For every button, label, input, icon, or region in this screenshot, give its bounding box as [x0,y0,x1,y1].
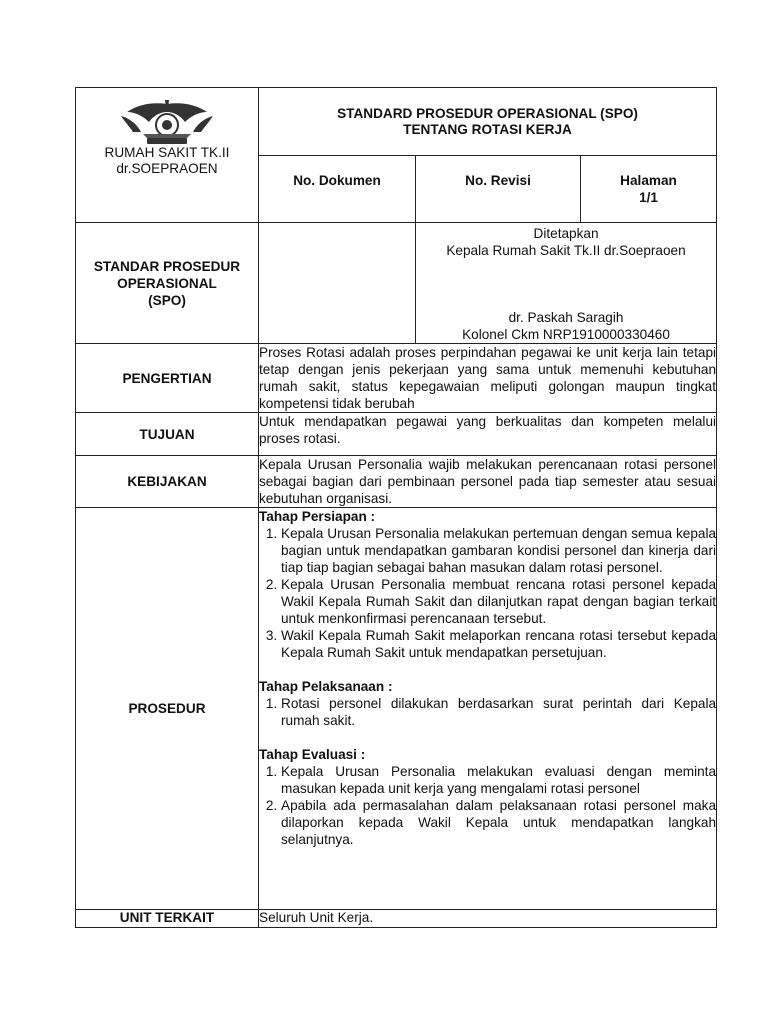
kebijakan-label: KEBIJAKAN [76,456,259,508]
tujuan-label: TUJUAN [76,413,259,456]
hospital-subname: dr.SOEPRAOEN [116,161,218,176]
list-item: 1. Rotasi personel dilakukan berdasarkan surat perintah dari Kepala rumah sakit. [281,695,716,729]
halaman-value: 1/1 [639,190,658,205]
document-title: STANDARD PROSEDUR OPERASIONAL (SPO) [337,106,638,121]
list-item: 3. Wakil Kepala Rumah Sakit melaporkan rencana rotasi tersebut kepada Kepala Rumah Sakit untuk mendapatkan persetujuan. [281,627,716,661]
list-item: 2. Kepala Urusan Personalia membuat rencana rotasi personel kepada Wakil Kepala Rumah Sakit dan dilanjutkan rapat dengan bagian terkait untuk menkonfirmasi perencanaan tersebut. [281,576,716,627]
halaman-cell [581,156,717,223]
no-dokumen-cell [259,156,416,223]
hospital-cell [76,88,259,223]
document-subtitle: TENTANG ROTASI KERJA [403,122,572,137]
hospital-emblem-icon [113,98,221,148]
document-title-cell [259,88,717,156]
evaluasi-list [259,763,716,848]
spo-label-line2: OPERASIONAL [117,275,217,291]
ditetapkan-cell [416,223,717,344]
no-revisi-cell [416,156,581,223]
persiapan-title: Tahap Persiapan : [259,509,376,524]
unit-terkait-text: Seluruh Unit Kerja. [259,910,717,928]
no-revisi-label: No. Revisi [465,173,531,188]
spo-label-line3: (SPO) [148,292,186,308]
spo-table [75,87,717,928]
tujuan-text: Untuk mendapatkan pegawai yang berkualitas dan kompeten melalui proses rotasi. [259,413,717,456]
blank-date-cell [259,223,416,344]
signer-name: dr. Paskah Saragih [508,310,624,325]
hospital-name: RUMAH SAKIT TK.II [104,145,230,160]
list-item: 1. Kepala Urusan Personalia melakukan evaluasi dengan meminta masukan kepada unit kerja yang mengalami rotasi personel [281,763,716,797]
spo-label-line1: STANDAR PROSEDUR [93,258,241,274]
kebijakan-text: Kepala Urusan Personalia wajib melakukan perencanaan rotasi personel sebagai bagian dari pembinaan personel pada tiap semester atau sesuai kebutuhan organisasi. [259,457,717,506]
ditetapkan-text: Ditetapkan [533,226,599,241]
persiapan-list [259,525,716,661]
no-dokumen-label: No. Dokumen [293,173,381,188]
signer-rank: Kolonel Ckm NRP1910000330460 [462,327,670,342]
pelaksanaan-title: Tahap Pelaksanaan : [259,679,393,694]
list-item: 1. Kepala Urusan Personalia melakukan pertemuan dengan semua kepala bagian untuk mendapatkan gambaran kondisi personel dan kinerja dari tiap tiap bagian sebagai bahan masukan dalam rotasi personel. [281,525,716,576]
prosedur-label: PROSEDUR [76,508,259,910]
pengertian-label: PENGERTIAN [76,344,259,413]
unit-terkait-label: UNIT TERKAIT [76,910,259,928]
spo-label-cell [76,223,259,344]
pelaksanaan-list [259,695,716,729]
prosedur-content [259,508,717,910]
evaluasi-title: Tahap Evaluasi : [259,747,366,762]
jabatan-text: Kepala Rumah Sakit Tk.II dr.Soepraoen [446,243,686,258]
pengertian-text: Proses Rotasi adalah proses perpindahan pegawai ke unit kerja lain tetapi tetap dengan jenis pekerjaan yang sama untuk memenuhi kebutuhan rumah sakit, status kepegawaian meliputi golongan maupun tingkat kompetensi tidak berubah [259,345,717,411]
halaman-label: Halaman [620,173,677,188]
list-item: 2. Apabila ada permasalahan dalam pelaksanaan rotasi personel maka dilaporkan kepada Wakil Kepala untuk mendapatkan langkah selanjutnya. [281,797,716,848]
